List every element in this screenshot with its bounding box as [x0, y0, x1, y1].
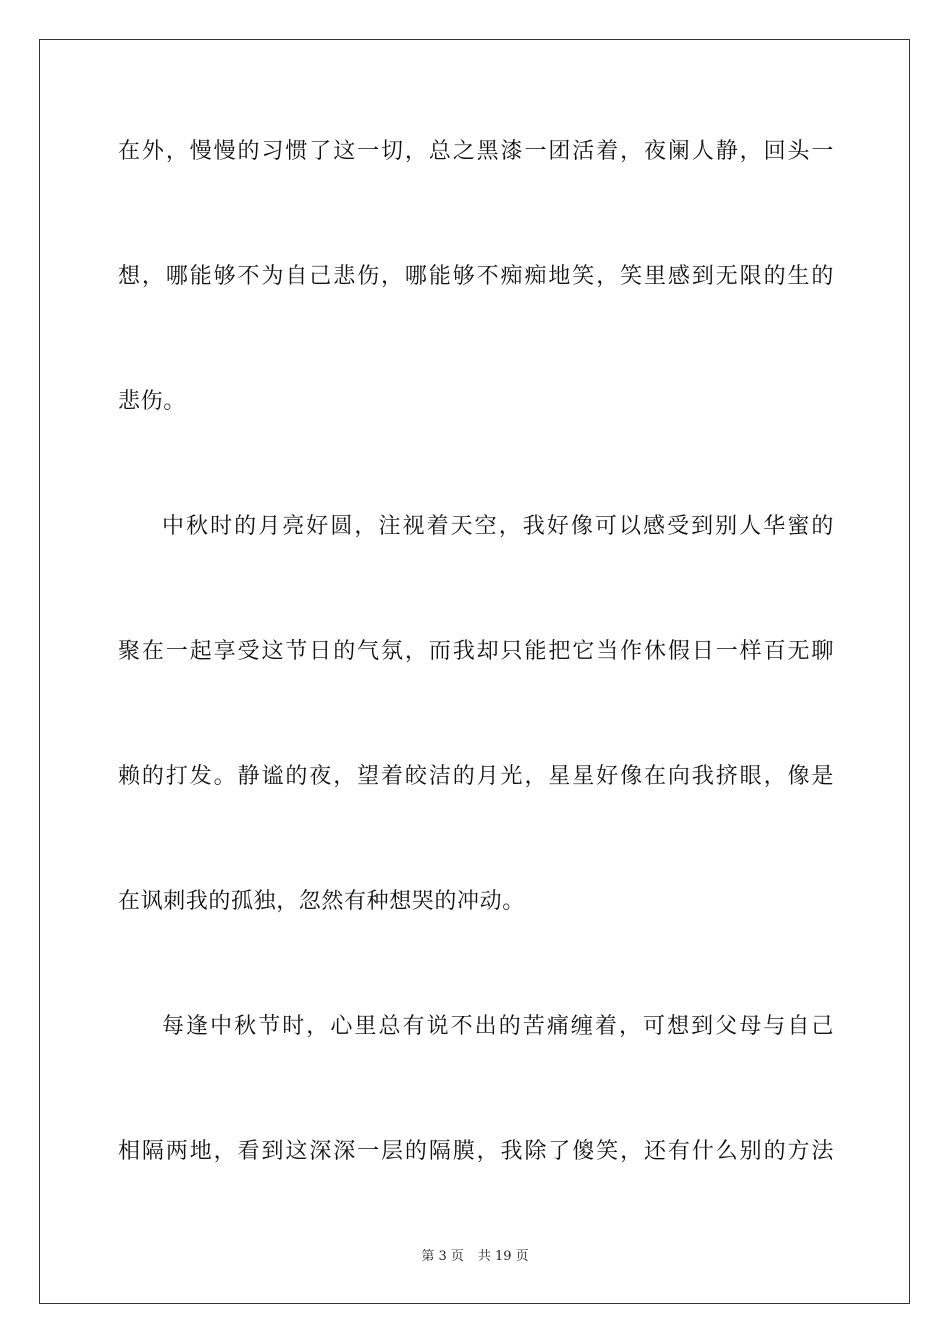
page-total: 共 19 页	[477, 1249, 529, 1264]
page-number: 第 3 页	[421, 1249, 464, 1264]
page-footer	[0, 1248, 950, 1266]
text-line-3: 悲伤。	[118, 389, 186, 414]
paragraph-3-line-2: 相隔两地，看到这深深一层的隔膜，我除了傻笑，还有什么别的方法	[118, 1139, 834, 1164]
paragraph-2-line-4: 在讽刺我的孤独，忽然有种想哭的冲动。	[118, 889, 525, 914]
page-border	[39, 39, 910, 1304]
paragraph-2-line-2: 聚在一起享受这节日的气氛，而我却只能把它当作休假日一样百无聊	[118, 639, 834, 664]
text-line-2: 想，哪能够不为自己悲伤，哪能够不痴痴地笑，笑里感到无限的生的	[118, 264, 834, 289]
paragraph-3-line-1: 每逢中秋节时，心里总有说不出的苦痛缠着，可想到父母与自己	[162, 1014, 834, 1039]
paragraph-2-line-1: 中秋时的月亮好圆，注视着天空，我好像可以感受到别人华蜜的	[162, 514, 834, 539]
text-line-1: 在外，慢慢的习惯了这一切，总之黑漆一团活着，夜阑人静，回头一	[118, 139, 834, 164]
paragraph-2-line-3: 赖的打发。静谧的夜，望着皎洁的月光，星星好像在向我挤眼，像是	[118, 764, 834, 789]
